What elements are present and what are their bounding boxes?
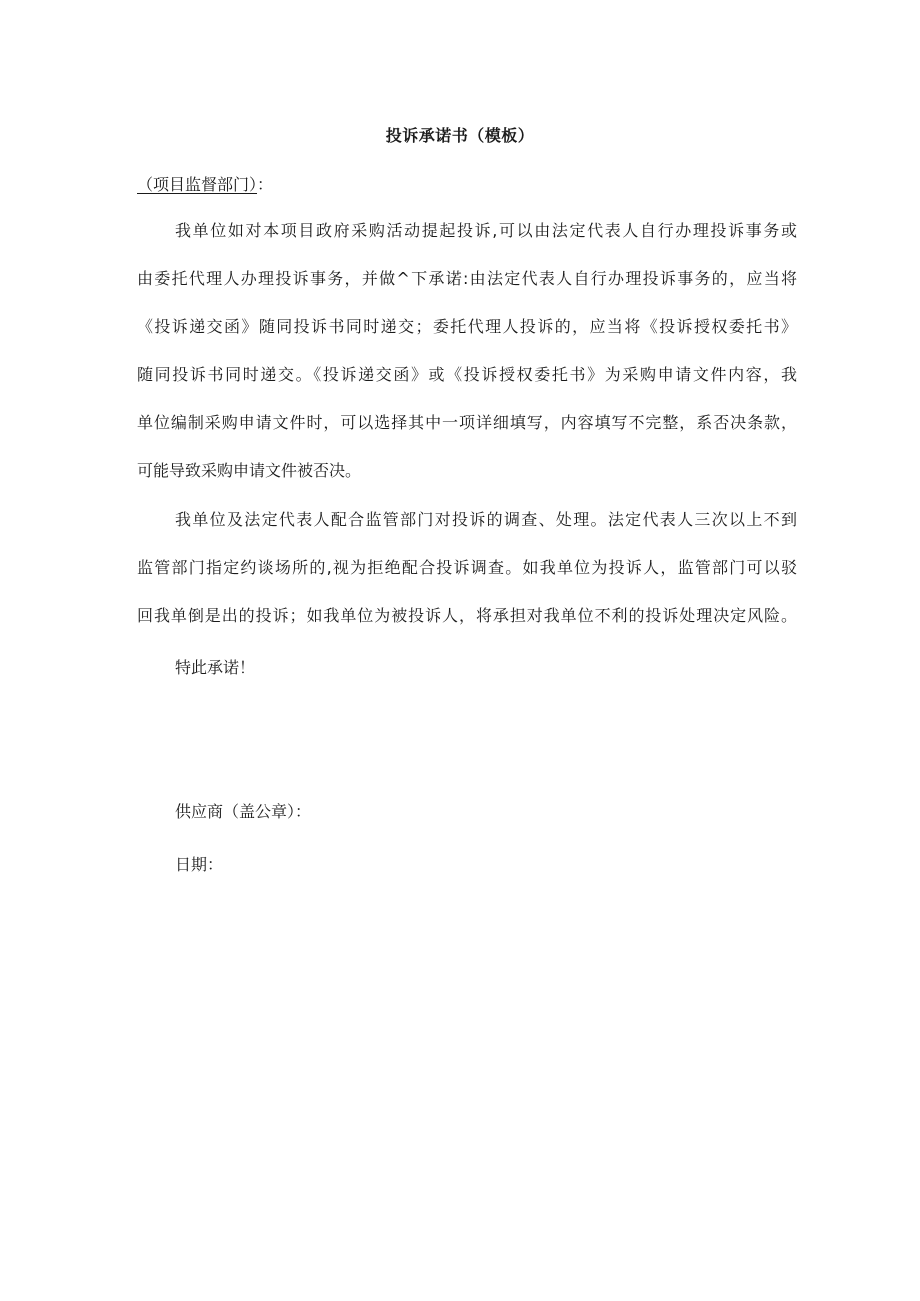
paragraph-line: 可能导致采购申请文件被否决。 <box>137 461 362 480</box>
paragraph-line: 单位编制采购申请文件时，可以选择其中一项详细填写，内容填写不完整，系否决条款， <box>137 413 797 432</box>
addressee-name: （项目监督部门） <box>137 175 258 194</box>
closing-statement: 特此承诺！ <box>175 658 256 677</box>
paragraph-line: 回我单倒是出的投诉；如我单位为被投诉人，将承担对我单位不利的投诉处理决定风险。 <box>137 606 797 625</box>
addressee-line <box>137 174 273 196</box>
commitment-paragraph-2 <box>137 496 797 640</box>
paragraph-line: 监管部门指定约谈场所的,视为拒绝配合投诉调查。如我单位为投诉人，监管部门可以驳 <box>137 558 797 577</box>
paragraph-line: 我单位如对本项目政府采购活动提起投诉,可以由法定代表人自行办理投诉事务或 <box>175 221 797 240</box>
addressee-suffix: ： <box>257 175 274 194</box>
date-label: 日期： <box>175 855 224 874</box>
paragraph-line: 随同投诉书同时递交。《投诉递交函》或《投诉授权委托书》为采购申请文件内容，我 <box>137 365 797 384</box>
paragraph-line: 我单位及法定代表人配合监管部门对投诉的调查、处理。法定代表人三次以上不到 <box>175 510 797 529</box>
document-title: 投诉承诺书（模板） <box>385 126 535 145</box>
paragraph-line: 由委托代理人办理投诉事务，并做^下承诺:由法定代表人自行办理投诉事务的，应当将 <box>137 269 797 288</box>
commitment-paragraph-1 <box>137 207 797 495</box>
paragraph-line: 《投诉递交函》随同投诉书同时递交；委托代理人投诉的，应当将《投诉授权委托书》 <box>137 317 797 336</box>
supplier-seal-label: 供应商（盖公章）： <box>175 802 312 821</box>
